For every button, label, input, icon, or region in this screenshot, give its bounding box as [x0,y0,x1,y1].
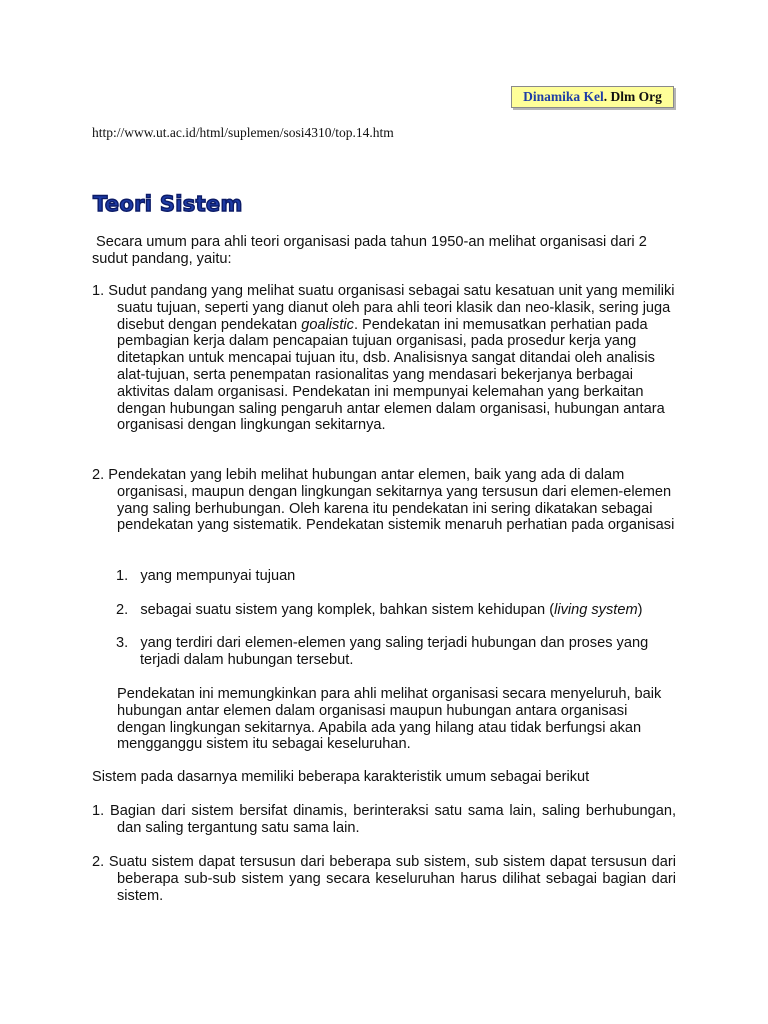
intro-paragraph [92,234,676,268]
list-item-1-emphasis: goalistic [301,316,354,333]
sub-item-1-number: 1. [116,568,129,584]
list-item-1-number: 1. [92,283,105,299]
sub-item-3 [116,635,676,669]
source-url: http://www.ut.ac.id/html/suplemen/sosi4310/top.14.htm [92,125,394,140]
header-badge-suffix: . Dlm Org [603,89,662,104]
characteristic-item-2 [92,854,676,904]
header-badge [511,86,674,108]
sub-item-2-text-after: ) [637,602,643,618]
characteristics-intro-text: Sistem pada dasarnya memiliki beberapa karakteristik umum sebagai berikut [92,769,590,785]
list-item-2 [92,467,676,534]
intro-text: Secara umum para ahli teori organisasi pada tahun 1950-an melihat organisasi dari 2 sudut pandang, yaitu: [92,234,647,267]
sub-item-1 [116,568,676,585]
header-badge-title: Dinamika Kel [523,89,604,104]
list-item-1-text-after: . Pendekatan ini memusatkan perhatian pada pembagian kerja dalam pencapaian tujuan organisasi, pada prosedur kerja yang ditetapkan untuk mencapai tujuan itu, dsb. Analisisnya sangat ditandai oleh analisis alat-tujuan, serta penempatan rasionalitas yang mendasari bekerjanya berbagai aktivitas dalam organisasi. Pendekatan ini mempunyai kelemahan yang berkaitan dengan hubungan saling pengaruh antar elemen dalam organisasi, hubungan antara organisasi dengan lingkungan sekitarnya. [117,316,665,434]
sub-item-2-emphasis: living system [554,602,638,618]
page-title: Teori Sistem [93,192,243,216]
sub-item-2 [116,602,676,619]
characteristics-intro [92,769,676,786]
sub-item-2-number: 2. [116,602,129,618]
sub-item-1-text: yang mempunyai tujuan [140,568,296,584]
characteristic-2-number: 2. [92,854,105,870]
characteristic-1-number: 1. [92,803,105,819]
characteristic-item-1 [92,803,676,837]
characteristic-2-text: Suatu sistem dapat tersusun dari beberapa sub sistem, sub sistem dapat tersusun dari beberapa sub-sub sistem yang secara keseluruhan harus dilihat sebagai bagian dari sistem. [108,854,677,904]
sub-item-2-text-before: sebagai suatu sistem yang komplek, bahkan sistem kehidupan ( [140,602,555,618]
list-item-1-text-before: Sudut pandang yang melihat suatu organisasi sebagai satu kesatuan unit yang memiliki suatu tujuan, seperti yang dianut oleh para ahli teori klasik dan neo-klasik, sering juga disebut dengan pendekatan [108,283,675,333]
list-item-2-text: Pendekatan yang lebih melihat hubungan antar elemen, baik yang ada di dalam organisasi, maupun dengan lingkungan sekitarnya yang tersusun dari elemen-elemen yang saling berhubungan. Oleh karena itu pendekatan ini sering dikatakan sebagai pendekatan yang sistematik. Pendekatan sistemik menaruh perhatian pada organisasi [108,467,675,534]
sub-item-3-text: yang terdiri dari elemen-elemen yang saling terjadi hubungan dan proses yang terjadi dalam hubungan tersebut. [140,635,649,668]
list-item-2-number: 2. [92,467,105,483]
conclusion-paragraph [117,686,677,753]
characteristic-1-text: Bagian dari sistem bersifat dinamis, berinteraksi satu sama lain, saling berhubungan, dan saling tergantung satu sama lain. [110,803,676,836]
sub-item-3-number: 3. [116,635,129,651]
conclusion-text: Pendekatan ini memungkinkan para ahli melihat organisasi secara menyeluruh, baik hubungan antar elemen dalam organisasi maupun hubungan antara organisasi dengan lingkungan sekitarnya. Apabila ada yang hilang atau tidak berfungsi akan mengganggu sistem itu sebagai keseluruhan. [117,686,662,753]
list-item-1 [92,283,676,434]
